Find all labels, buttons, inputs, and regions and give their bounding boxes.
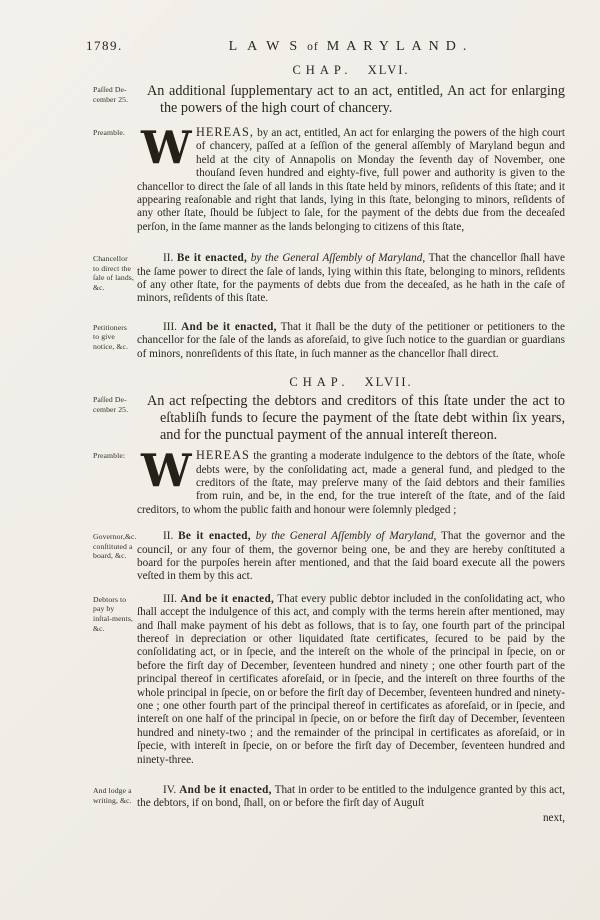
- margin-note-chancellor: Chancellor to direct the ſale of lands, &c.: [93, 254, 134, 293]
- preamble-text: by an act, entitled, An act for enlarging the powers of the high court of chancery, paſſed at a ſeſſion of the general aſſembly of Maryland begun and held at the city of Annapolis on Monday the ſeventh day of November, one thouſand ſeven hundred and eighty-five, full power and authority is given to the chancellor to direct the ſale of all lands in this ſtate held by minors, reſidents of this ſtate; and it appearing reaſonable and right that lands, lying in this ſtate, belonging to minors, reſidents of any other ſtate, ſhould be ſubject to ſale, for the payment of the debts due from the deceaſed perſon, in the ſame manner as the lands belonging to citizens of this ſtate,: [137, 127, 565, 233]
- whereas-capword: HEREAS,: [196, 125, 254, 139]
- chapter-numeral: XLVII.: [364, 375, 413, 390]
- assembly-phrase: by the General Aſſembly of Maryland,: [250, 252, 426, 265]
- section-number: II.: [163, 530, 174, 543]
- preamble-paragraph-46: [137, 121, 565, 234]
- section-paragraph: [137, 530, 565, 584]
- margin-note-lodge-writing: And lodge a writing, &c.: [93, 786, 132, 805]
- section-number: III.: [163, 320, 177, 333]
- dropcap-w: W: [141, 444, 192, 498]
- margin-note-debtors: Debtors to pay by inſtal-ments, &c.: [93, 594, 133, 633]
- preamble-text: the granting a moderate indulgence to the debtors of the ſtate, whoſe debts were, by the conſolidating act, made a general fund, and pledged to the creditors of the ſtate, may preſerve many of the ſaid debtors and their families from ruin, and be, in the end, for the true intereſt of the ſtate, and of the ſaid creditors, to whom the public faith and honour were ſolemnly pledged ;: [137, 450, 565, 516]
- chapter-label: CHAP.: [289, 375, 350, 390]
- running-title-of: of: [307, 41, 319, 53]
- chapter-label: CHAP.: [292, 63, 353, 77]
- chapter-46-preamble-row: [0, 121, 600, 234]
- section-text: That every public debtor included in the conſolidating act, who ſhall accept the indulgence of this act, and comply with the terms herein after mentioned, may and ſhall make payment of his debt as follows, that is to ſay, one fourth part of the principal thereof in depreciation or other liquidated ſtate certificates, ſecured to be paid by the conſolidating act, or in ſpecie, and the intereſt on the whole of the principal in ſpecie, on or before the firſt day of December, ſeventeen hundred and ninety ; one other fourth part of the principal thereof in certificates aforeſaid, or in ſpecie, and the intereſt on three fourths of the whole principal in ſpecie, on or before the firſt day of December, ſeventeen hundred and ninety-one ; one other fourth part of the principal thereof in certificates as aforeſaid, or in ſpecie, and intereſt on one half of the principal in ſpecie, on or before the firſt day of December, ſeventeen hundred and ninety-two ; and the remainder of the principal in certificates as aforeſaid, or in ſpecie, with intereſt in ſpecie, on or before the firſt day of December, ſeventeen hundred and ninety-three.: [137, 592, 565, 766]
- catchword: next,: [542, 811, 565, 824]
- margin-note-passed-46: Paſſed De-cember 25.: [93, 85, 129, 104]
- chapter-47-section-3-row: [0, 593, 600, 767]
- page-year: 1789.: [86, 38, 123, 53]
- chapter-46-title-row: [0, 83, 600, 117]
- enacting-words: Be it enacted,: [178, 530, 251, 543]
- section-paragraph: [137, 252, 565, 306]
- enacting-words: And be it enacted,: [180, 592, 275, 605]
- chapter-46-title: An additional ſupplementary act to an act, entitled, An act for enlarging the powers of the high court of chancery.: [147, 83, 565, 116]
- margin-note-petitioners: Petitioners to give notice, &c.: [93, 322, 129, 352]
- enacting-words: And be it enacted,: [181, 320, 277, 333]
- margin-note-passed-47: Paſſed De-cember 25.: [93, 395, 129, 414]
- chapter-47-section-4-row: [0, 784, 600, 811]
- chapter-47-title: An act reſpecting the debtors and creditors of this ſtate under the act to eſtabliſh funds to ſecure the payment of the ſtate debt within ſix years, and for the punctual payment of the annual intereſt thereon.: [147, 393, 565, 444]
- section-paragraph: [137, 321, 565, 361]
- section-number: III.: [163, 592, 177, 605]
- chapter-46-section-3-row: [0, 321, 600, 361]
- section-paragraph: [137, 593, 565, 767]
- section-text: That the chancellor ſhall have the ſame power to direct the ſale of lands, lying within this ſtate, belonging to minors, reſidents of any other ſtate, for the payments of debts due from the deceaſed, as he hath in the caſe of minors, reſidents of this ſtate.: [137, 252, 565, 305]
- chapter-46-section-2-row: [0, 252, 600, 306]
- section-text: That in order to be entitled to the indulgence granted by this act, the debtors, if on bond, ſhall, on or before the firſt day of Auguſt: [137, 784, 565, 810]
- chapter-47-heading: [137, 375, 565, 390]
- preamble-paragraph-47: [137, 444, 565, 517]
- enacting-words: Be it enacted,: [176, 252, 248, 265]
- chapter-46-heading: [137, 63, 565, 78]
- chapter-47-title-row: [0, 393, 600, 444]
- section-number: II.: [163, 252, 174, 265]
- margin-note-governor: Governor,&c. conſtituted a board, &c.: [93, 532, 137, 561]
- margin-note-preamble-47: Preamble:: [93, 451, 126, 461]
- section-text: That the governor and the council, or any four of them, the governor being one, be and they are hereby conſtituted a board for the purpoſes herein after mentioned, and that the ſaid board execute all the powers veſted in them by this act.: [137, 530, 566, 583]
- catchword-row: [0, 812, 600, 824]
- section-paragraph: [137, 784, 565, 811]
- margin-gutter: [93, 812, 135, 824]
- enacting-words: And be it enacted,: [179, 784, 272, 797]
- chapter-47-preamble-row: [0, 444, 600, 517]
- chapter-numeral: XLVI.: [367, 63, 410, 77]
- margin-note-preamble-46: Preamble.: [93, 128, 125, 137]
- section-number: IV.: [163, 784, 177, 797]
- section-text: That it ſhall be the duty of the petitioner or petitioners to the chancellor for the ſale of the lands as aforeſaid, to give ſuch notice to the guardian or guardians of minors, nonreſidents of this ſtate, in ſuch manner as the chancellor ſhall direct.: [137, 320, 565, 360]
- running-title: [137, 37, 565, 55]
- running-title-maryland: MARYLAND.: [326, 39, 474, 54]
- chapter-47-section-2-row: [0, 530, 600, 584]
- whereas-capword: HEREAS: [196, 448, 250, 463]
- assembly-phrase: by the General Aſſembly of Maryland,: [255, 530, 437, 543]
- dropcap-w: W: [141, 121, 192, 174]
- running-title-laws: LAWS: [228, 39, 308, 54]
- page-header: [0, 37, 600, 54]
